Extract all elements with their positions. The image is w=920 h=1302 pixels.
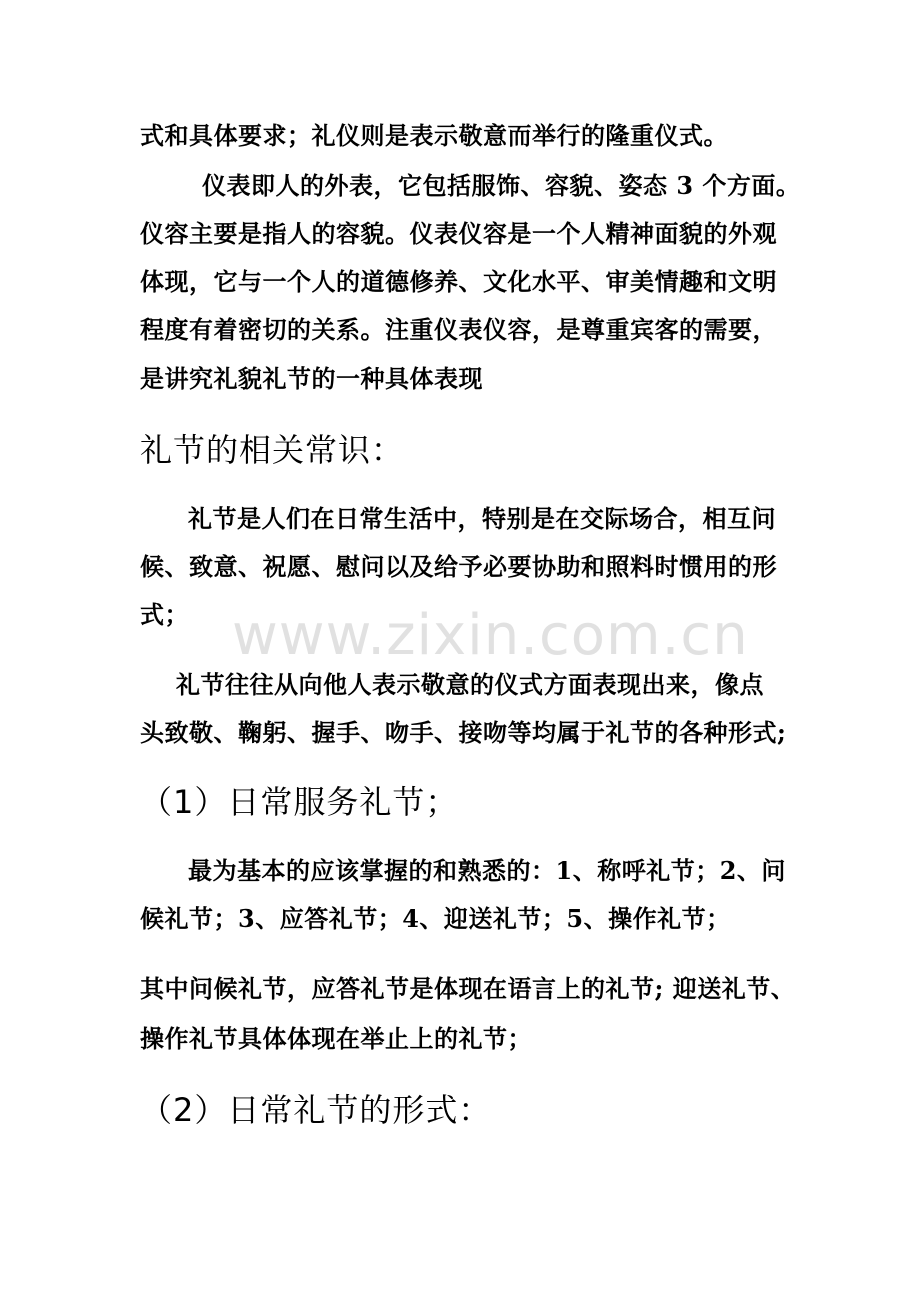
paragraph1-line-6: 是讲究礼貌礼节的一种具体表现 xyxy=(140,364,483,393)
paragraph1-line-1: 式和具体要求；礼仪则是表示敬意而举行的隆重仪式。 xyxy=(140,121,728,150)
paragraph1-line-4: 体现，它与一个人的道德修养、文化水平、审美情趣和文明 xyxy=(140,267,777,296)
paragraph1-line-2: 仪表即人的外表，它包括服饰、容貌、姿态 3 个方面。 xyxy=(202,171,801,200)
paragraph2-line-3: 式； xyxy=(140,600,189,629)
paragraph1-line-3: 仪容主要是指人的容貌。仪表仪容是一个人精神面貌的外观 xyxy=(140,219,777,248)
watermark: www.zixin.com.cn xyxy=(232,603,749,668)
paragraph2-line-2: 候、致意、祝愿、慰问以及给予必要协助和照料时惯用的形 xyxy=(140,552,777,581)
section-heading-daily-forms: （2）日常礼节的形式： xyxy=(140,1091,492,1129)
section-heading-common-knowledge: 礼节的相关常识： xyxy=(140,431,405,469)
paragraph2-line-1: 礼节是人们在日常生活中，特别是在交际场合，相互问 xyxy=(188,504,776,533)
section-heading-daily-service: （1）日常服务礼节； xyxy=(140,783,459,821)
paragraph1-line-5: 程度有着密切的关系。注重仪表仪容，是尊重宾客的需要， xyxy=(140,315,777,344)
paragraph3-line-1: 礼节往往从向他人表示敬意的仪式方面表现出来，像点 xyxy=(176,670,764,699)
paragraph4-line-1: 最为基本的应该掌握的和熟悉的：1、称呼礼节；2、问 xyxy=(188,856,786,885)
paragraph5-line-1: 其中问候礼节，应答礼节是体现在语言上的礼节; 迎送礼节、 xyxy=(140,974,796,1003)
paragraph5-line-2: 操作礼节具体体现在举止上的礼节； xyxy=(140,1024,532,1053)
paragraph3-line-2: 头致敬、鞠躬、握手、吻手、接吻等均属于礼节的各种形式; xyxy=(140,718,787,747)
paragraph4-line-2: 候礼节；3、应答礼节；4、迎送礼节；5、操作礼节； xyxy=(140,904,731,933)
